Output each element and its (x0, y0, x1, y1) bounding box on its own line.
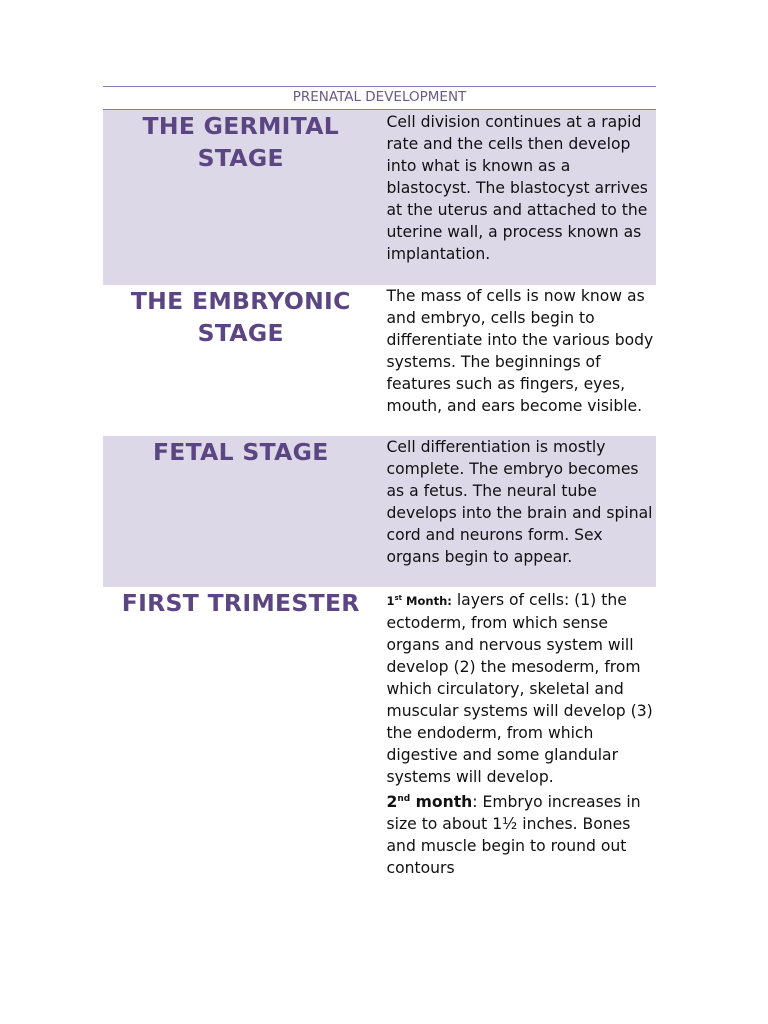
stage-heading: FETAL STAGE (152, 438, 329, 466)
stage-heading: THE EMBRYONIC STAGE (130, 287, 351, 347)
month-1-label: 1st Month: (386, 593, 452, 608)
stage-description: Cell division continues at a rapid rate and the cells then develop into what is known as a blastocyst. The blastocyst arrives at the uterus and attached to the uterine wall, a process known as implantation. (386, 113, 648, 263)
stage-heading: FIRST TRIMESTER (121, 589, 360, 617)
stage-heading: THE GERMITAL STAGE (142, 112, 339, 172)
table-row (103, 285, 656, 436)
table-row (103, 587, 656, 917)
table-row (103, 110, 656, 285)
stage-description: Cell differentiation is mostly complete. The embryo becomes as a fetus. The neural tube develops into the brain and spinal cord and neurons form. Sex organs begin to appear. (386, 438, 653, 566)
table-row (103, 436, 656, 587)
stage-description: The mass of cells is now know as and embryo, cells begin to differentiate into the various body systems. The beginnings of features such as fingers, eyes, mouth, and ears become visible. (386, 287, 654, 415)
prenatal-development-table (103, 86, 656, 917)
stage-description (387, 587, 657, 917)
month-2-label: 2nd month (386, 793, 473, 812)
table-title: PRENATAL DEVELOPMENT (103, 86, 656, 110)
month-1-paragraph: 1st Month: layers of cells: (1) the ectoderm, from which sense organs and nervous system will develop (2) the mesoderm, from which circulatory, skeletal and muscular systems will develop (3) the endoderm, from which digestive and some glandular systems will develop. (386, 590, 653, 786)
month-2-paragraph: 2nd month: Embryo increases in size to about 1½ inches. Bones and muscle begin to round out contours (386, 793, 641, 878)
